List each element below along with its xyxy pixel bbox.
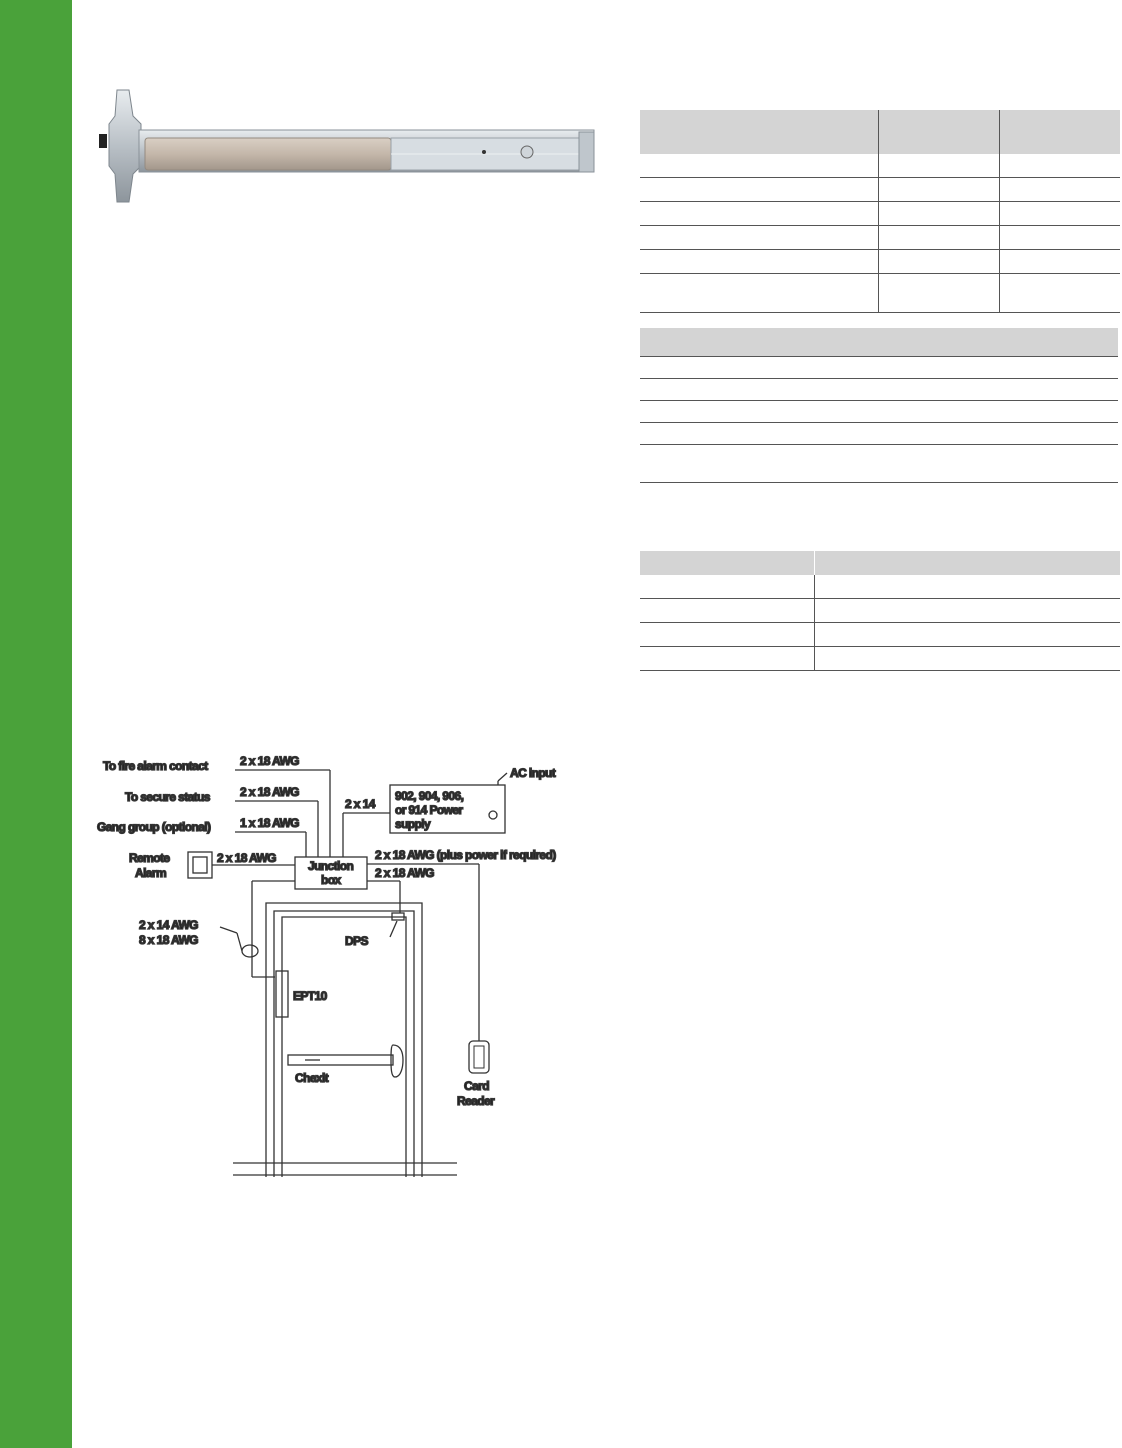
ac-input-label: AC input: [510, 766, 556, 780]
exit-device-photo: [95, 88, 600, 206]
table-row: [640, 575, 1120, 599]
table-row: [640, 178, 1120, 202]
power-supply-label: 902, 904, 906,: [395, 789, 464, 803]
gang-group-wire-label: 1 x 18 AWG: [240, 816, 299, 830]
card-reader-label-2: Reader: [457, 1094, 495, 1108]
green-sidebar: [0, 0, 72, 1448]
options-table: [640, 328, 1118, 483]
table-row: [640, 599, 1120, 623]
power-supply-label-2: or 914 Power: [395, 803, 463, 817]
table-row: [640, 400, 1118, 422]
table-row: [640, 422, 1118, 444]
table-row: [640, 647, 1120, 671]
card-reader-label: Card: [464, 1079, 489, 1093]
table-row: [640, 444, 1118, 482]
card-reader-wire-label: 2 x 18 AWG (plus power if required): [375, 848, 556, 862]
junction-box-label-2: box: [321, 873, 341, 887]
dps-label: DPS: [345, 934, 368, 948]
remote-alarm-label: Remote: [129, 851, 170, 865]
table-row: [640, 226, 1120, 250]
table-row: [640, 356, 1118, 378]
table-row: [640, 250, 1120, 274]
dps-wire-label: 2 x 18 AWG: [375, 866, 434, 880]
table-header-row: [640, 328, 1118, 356]
psu-wire-label: 2 x 14: [345, 797, 375, 811]
table-row: [640, 154, 1120, 178]
secure-status-wire-label: 2 x 18 AWG: [240, 785, 299, 799]
remote-alarm-label-2: Alarm: [135, 866, 167, 880]
wiring-diagram: [95, 745, 615, 1185]
secure-status-label: To secure status: [125, 790, 210, 804]
wire-bundle-icon: [242, 945, 258, 957]
wiring-key-table: [640, 551, 1120, 671]
table-row: [640, 378, 1118, 400]
gang-group-label: Gang group (optional): [97, 820, 211, 834]
bundle-label: 2 x 14 AWG: [139, 918, 198, 932]
fire-alarm-wire-label: 2 x 18 AWG: [240, 754, 299, 768]
table-header-row: [640, 110, 1120, 154]
remote-alarm-icon: [188, 852, 212, 878]
remote-alarm-wire-label: 2 x 18 AWG: [217, 851, 276, 865]
fire-alarm-label: To fire alarm contact: [103, 759, 208, 773]
table-row: [640, 274, 1120, 313]
power-supply-label-3: supply: [395, 817, 431, 831]
junction-box-label: Junction: [308, 859, 354, 873]
table-row: [640, 623, 1120, 647]
table-header-row: [640, 551, 1120, 575]
bundle-label-2: 8 x 18 AWG: [139, 933, 198, 947]
chexit-bar: [288, 1055, 393, 1065]
ept10-label: EPT10: [293, 989, 327, 1003]
chexit-label: Chexit: [295, 1071, 329, 1085]
table-row: [640, 202, 1120, 226]
specifications-table: [640, 110, 1120, 313]
